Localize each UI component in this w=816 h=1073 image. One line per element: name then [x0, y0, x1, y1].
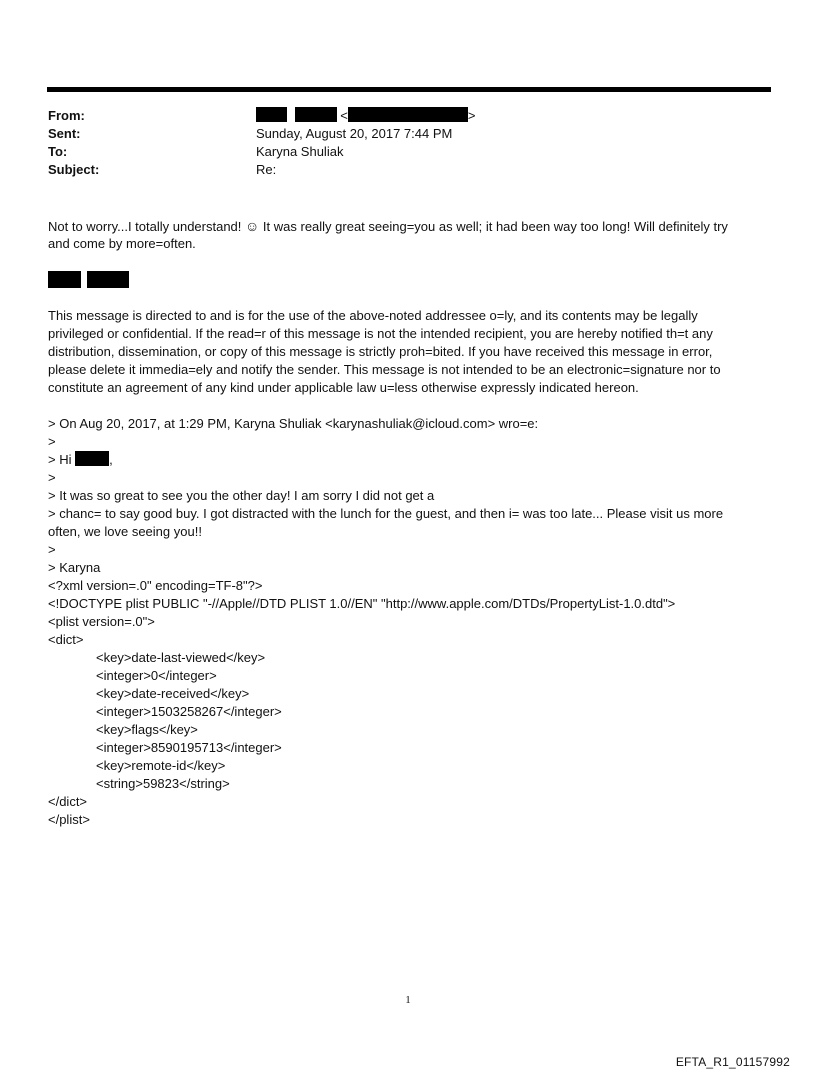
plist-line: </plist> [48, 812, 90, 827]
plist-line: <key>remote-id</key> [96, 758, 226, 773]
disclaimer-line: constitute an agreement of any kind under applicable law u=less otherwise expressly indicated hereon. [48, 380, 639, 395]
to-value: Karyna Shuliak [256, 144, 344, 159]
plist-line: <key>date-received</key> [96, 686, 250, 701]
plist-line: <integer>0</integer> [96, 668, 217, 683]
redaction-block [295, 107, 337, 122]
plist-line: <!DOCTYPE plist PUBLIC "-//Apple//DTD PLIST 1.0//EN" "http://www.apple.com/DTDs/PropertyList-1.0.dtd"> [48, 596, 676, 611]
plist-line: <string>59823</string> [96, 776, 230, 791]
sent-value: Sunday, August 20, 2017 7:44 PM [256, 126, 453, 141]
quote-text: > Hi [48, 452, 76, 467]
plist-line: <plist version=.0"> [48, 614, 155, 629]
quote-line: > [48, 542, 56, 557]
plist-line: <integer>8590195713</integer> [96, 740, 282, 755]
from-lt: < [340, 108, 348, 123]
page-number: 1 [405, 994, 411, 1006]
bates-number: EFTA_R1_01157992 [675, 1055, 790, 1069]
plist-block [48, 577, 772, 829]
from-value [256, 107, 736, 125]
plist-line: <integer>1503258267</integer> [96, 704, 282, 719]
redaction-block [348, 107, 468, 122]
from-label: From: [48, 108, 85, 123]
quoted-message [48, 415, 772, 577]
message-line: and come by more=often. [48, 236, 196, 251]
quote-line: > [48, 470, 56, 485]
redaction-block [75, 451, 109, 466]
message-paragraph [48, 217, 772, 253]
subject-label: Subject: [48, 162, 100, 177]
signature-redaction [48, 271, 129, 291]
quote-line [48, 451, 772, 469]
disclaimer [48, 307, 772, 397]
disclaimer-line: privileged or confidential. If the read=r of this message is not the intended recipient, you are hereby notified th=t any [48, 326, 713, 341]
message-text: It was really great seeing=you as well; it had been way too long! Will definitely try [259, 219, 728, 234]
quote-line: > On Aug 20, 2017, at 1:29 PM, Karyna Shuliak <karynashuliak@icloud.com> wro=e: [48, 416, 539, 431]
quote-line: > [48, 434, 56, 449]
quote-line: often, we love seeing you!! [48, 524, 202, 539]
smiley-icon: ☺ [245, 218, 260, 234]
quote-text: , [109, 452, 113, 467]
quote-line: > chanc= to say good buy. I got distracted with the lunch for the guest, and then i= was too late... Please visit us more [48, 506, 724, 521]
quote-line: > Karyna [48, 560, 101, 575]
quote-line: > It was so great to see you the other day! I am sorry I did not get a [48, 488, 435, 503]
plist-line: <key>date-last-viewed</key> [96, 650, 266, 665]
plist-line: </dict> [48, 794, 88, 809]
plist-line: <key>flags</key> [96, 722, 198, 737]
plist-line: <dict> [48, 632, 84, 647]
message-text: Not to worry...I totally understand! [48, 219, 246, 234]
redaction-block [87, 271, 129, 288]
to-label: To: [48, 144, 68, 159]
subject-value: Re: [256, 162, 277, 177]
redaction-block [256, 107, 287, 122]
sent-label: Sent: [48, 126, 81, 141]
disclaimer-line: This message is directed to and is for the use of the above-noted addressee o=ly, and its contents may be legally [48, 308, 698, 323]
disclaimer-line: please delete it immedia=ely and notify the sender. This message is not intended to be an electronic=signature nor to [48, 362, 721, 377]
message-line [48, 217, 772, 235]
redaction-block [48, 271, 81, 288]
top-rule [47, 87, 771, 92]
plist-line: <?xml version=.0" encoding=TF-8"?> [48, 578, 263, 593]
disclaimer-line: distribution, dissemination, or copy of this message is strictly proh=bited. If you have received this message in error, [48, 344, 713, 359]
from-gt: > [467, 108, 476, 123]
